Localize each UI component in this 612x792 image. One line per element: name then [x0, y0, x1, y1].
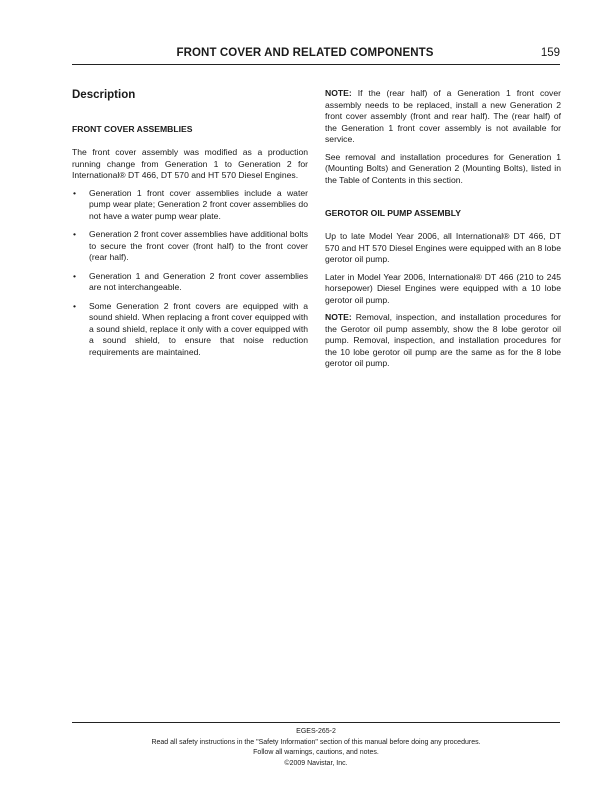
footer: [72, 727, 560, 769]
list-item: [72, 229, 308, 264]
note-paragraph: [325, 312, 561, 370]
list-item-text: Generation 1 front cover assemblies include a water pump wear plate; Generation 2 front cover assemblies do not have a water pump wear plate.: [89, 187, 308, 221]
note-paragraph: [325, 88, 561, 146]
footer-rule: [72, 722, 560, 723]
intro-paragraph: The front cover assembly was modified as a production running change from Generation 1 to Generation 2 for International® DT 466, DT 570 and HT 570 Diesel Engines.: [72, 147, 308, 180]
bullet-icon: •: [73, 270, 77, 281]
page-number: 159: [540, 47, 560, 59]
model-year-paragraph: Up to late Model Year 2006, all International® DT 466, DT 570 and HT 570 Diesel Engines were equipped with an 8 lobe gerotor oil pump.: [325, 231, 561, 264]
later-model-paragraph: Later in Model Year 2006, International® DT 466 (210 to 245 horsepower) Diesel Engines were equipped with a 10 lobe gerotor oil pump.: [325, 271, 561, 305]
front-cover-assemblies-heading: FRONT COVER ASSEMBLIES: [72, 124, 193, 134]
list-item: [72, 271, 308, 294]
list-item: [72, 301, 308, 359]
bullet-icon: •: [73, 229, 77, 239]
see-procedures-paragraph: See removal and installation procedures for Generation 1 (Mounting Bolts) and Generation 2 (Mounting Bolts), listed in the Table of Contents in this section.: [325, 151, 561, 185]
note-label: NOTE:: [325, 88, 352, 98]
copyright: ©2009 Navistar, Inc.: [284, 759, 348, 767]
bullet-list: [72, 188, 308, 359]
note-label: NOTE:: [325, 312, 352, 322]
list-item: [72, 188, 308, 223]
description-heading: Description: [72, 89, 136, 101]
document-id: EGES-265-2: [296, 728, 336, 735]
bullet-icon: •: [73, 187, 77, 198]
list-item-text: Generation 2 front cover assemblies have additional bolts to secure the front cover (front half) to the front cover (rear half).: [89, 229, 308, 262]
list-item-text: Generation 1 and Generation 2 front cover assemblies are not interchangeable.: [89, 270, 308, 292]
left-column: [72, 88, 308, 365]
right-column: [325, 88, 561, 376]
warnings-notice: Follow all warnings, cautions, and notes.: [253, 749, 379, 756]
list-item-text: Some Generation 2 front covers are equipped with a sound shield. When replacing a front cover equipped with a sound shield, replace it only with a cover equipped with a sound shield, to ensure that noise reduction requirements are maintained.: [89, 300, 308, 357]
bullet-icon: •: [73, 300, 77, 311]
note-text: If the (rear half) of a Generation 1 front cover assembly needs to be replaced, install a new Generation 2 front cover assembly (front and rear half). The (rear half) of the Generation 1 front cover assembly is not available for service.: [325, 88, 561, 144]
note-text: Removal, inspection, and installation procedures for the Gerotor oil pump assembly, show the 8 lobe gerotor oil pump. Removal, inspection, and installation procedures for the 10 lobe gerotor oil pump are the same as for the 8 lobe gerotor oil pump.: [325, 312, 561, 368]
running-header-title: FRONT COVER AND RELATED COMPONENTS: [176, 47, 434, 59]
safety-notice: Read all safety instructions in the "Safety Information" section of this manual before doing any procedures.: [151, 738, 481, 746]
gerotor-oil-pump-heading: GEROTOR OIL PUMP ASSEMBLY: [325, 208, 461, 218]
header-rule: [72, 64, 560, 65]
